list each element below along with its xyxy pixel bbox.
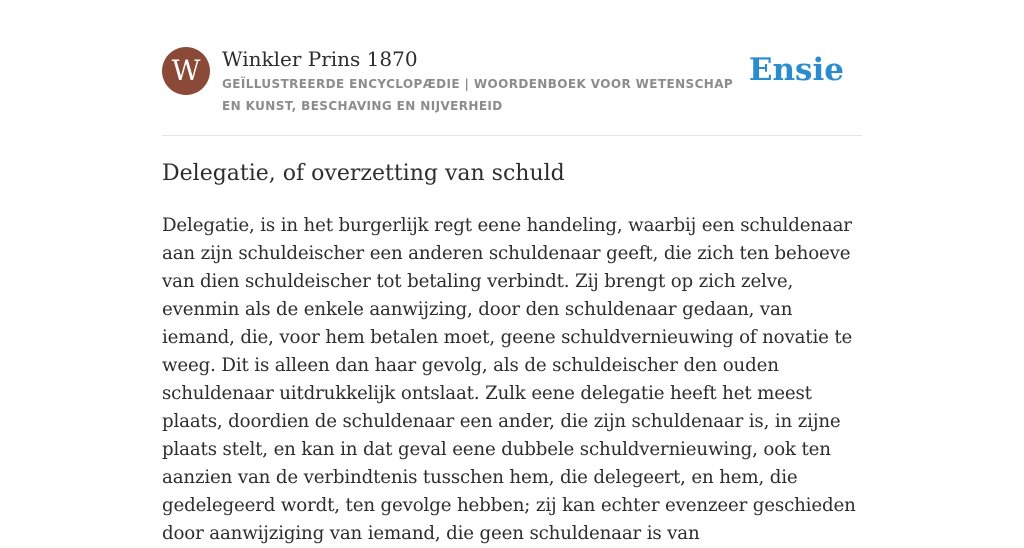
source-header xyxy=(162,46,862,136)
source-avatar[interactable]: W xyxy=(162,47,210,95)
source-title[interactable]: Winkler Prins 1870 xyxy=(222,47,418,71)
article-title: Delegatie, of overzetting van schuld xyxy=(162,161,565,186)
ensie-logo[interactable]: Ensie xyxy=(748,52,844,88)
source-subtitle: GEÏLLUSTREERDE ENCYCLOPÆDIE | WOORDENBOEK VOOR WETENSCHAP EN KUNST, BESCHAVING EN NIJVERHEID xyxy=(222,77,734,113)
header-divider xyxy=(162,135,862,136)
article-body: Delegatie, is in het burgerlijk regt eene handeling, waarbij een schuldenaar aan zijn schuldeischer een anderen schuldenaar geeft, die zich ten behoeve van dien schuldeischer tot betaling verbindt. Zij brengt op zich zelve, evenmin als de enkele aanwijzing, door den schuldenaar gedaan, van iemand, die, voor hem betalen moet, geene schuldvernieuwing of novatie te weeg. Dit is alleen dan haar gevolg, als de schuldeischer den ouden schuldenaar uitdrukkelijk ontslaat. Zulk eene delegatie heeft het meest plaats, doordien de schuldenaar een ander, die zijn schuldenaar is, in zijne plaats stelt, en kan in dat geval eene dubbele schuldvernieuwing, ook ten aanzien van de verbindtenis tusschen hem, die delegeert, en hem, die gedelegeerd wordt, ten gevolge hebben; zij kan echter evenzeer geschieden door aanwijziging van iemand, die geen schuldenaar is van xyxy=(162,215,856,544)
